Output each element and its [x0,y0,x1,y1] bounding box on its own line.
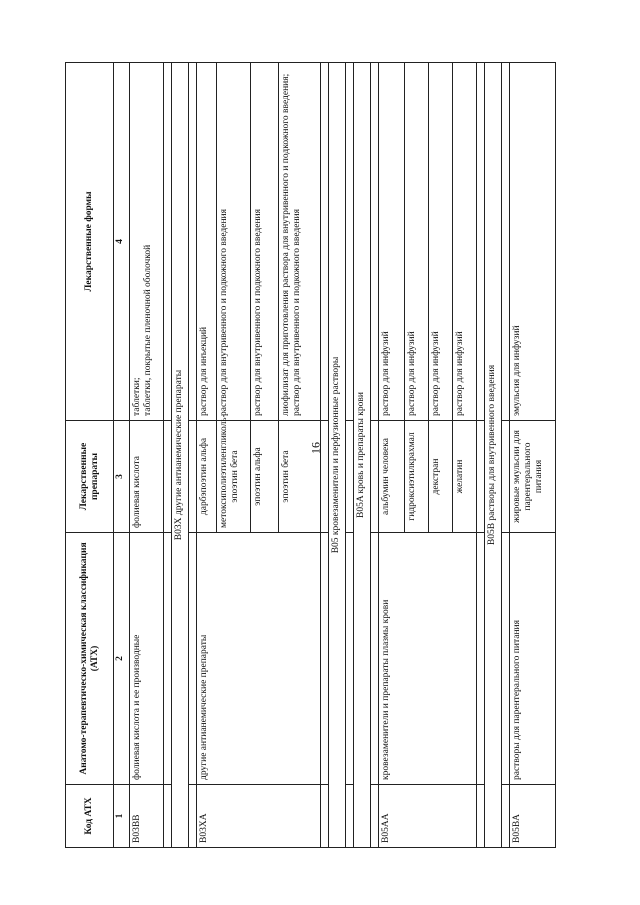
dosage-forms: лиофилизат для приготовления раствора для внутривенного и подкожного введения; раствор для внутривенного и подкожного введения [279,63,321,421]
column-number-row [114,63,130,848]
header-forms: Лекарственные формы [66,63,114,421]
table-row [379,63,405,848]
header-row [66,63,114,848]
spacer-row [189,63,197,848]
drug-name: дарбэпоэтин альфа [197,421,217,533]
spacer-row [164,63,172,848]
drug-name: фолиевая кислота [130,421,164,533]
drug-name: метоксиполиэтиленгликоль-эпоэтин бета [217,421,251,533]
column-number: 1 [114,785,130,848]
dosage-forms: раствор для внутривенного и подкожного введения [251,63,279,421]
atc-code: B03BB [130,785,164,848]
dosage-forms: раствор для инфузий [405,63,429,421]
dosage-forms: раствор для инфузий [453,63,477,421]
spacer-row [502,63,510,848]
column-number: 3 [114,421,130,533]
dosage-forms: таблетки; таблетки, покрытые пленочной оболочкой [130,63,164,421]
classification-text: растворы для парентерального питания [510,533,556,785]
section-heading-row [485,63,502,848]
table-row [510,63,556,848]
header-drugs: Лекарственные препараты [66,421,114,533]
spacer-row [321,63,329,848]
page-number: 16 [308,442,323,454]
dosage-forms: раствор для инфузий [429,63,453,421]
section-heading-row [354,63,371,848]
spacer-row [346,63,354,848]
section-heading-row [172,63,189,848]
spacer-row [371,63,379,848]
classification-text: кровезаменители и препараты плазмы крови [379,533,477,785]
drug-name: эпоэтин альфа [251,421,279,533]
section-heading: B03X другие антианемические препараты [172,63,189,848]
section-heading: B05A кровь и препараты крови [354,63,371,848]
drug-name: гидроксиэтилкрахмал [405,421,429,533]
classification-text: другие антианемические препараты [197,533,321,785]
column-number: 2 [114,533,130,785]
atc-code: B05BA [510,785,556,848]
dosage-forms: раствор для инъекций [197,63,217,421]
drug-name: желатин [453,421,477,533]
drug-name: декстран [429,421,453,533]
column-number: 4 [114,63,130,421]
table-row [197,63,217,848]
table-row [130,63,164,848]
drug-name: альбумин человека [379,421,405,533]
dosage-forms: раствор для внутривенного и подкожного введения [217,63,251,421]
rotated-page [65,63,563,848]
header-classification: Анатомо-терапевтическо-химическая классификация (АТХ) [66,533,114,785]
dosage-forms: эмульсия для инфузий [510,63,556,421]
classification-text: фолиевая кислота и ее производные [130,533,164,785]
drug-name: жировые эмульсии для парентерального питания [510,421,556,533]
dosage-forms: раствор для инфузий [379,63,405,421]
section-heading: B05 кровезаменители и перфузионные растворы [329,63,346,848]
section-heading-row [329,63,346,848]
header-code: Код АТХ [66,785,114,848]
atc-code: B05AA [379,785,477,848]
drug-name: эпоэтин бета [279,421,321,533]
atc-table [65,62,556,848]
spacer-row [477,63,485,848]
atc-code: B03XA [197,785,321,848]
section-heading: B05B растворы для внутривенного введения [485,63,502,848]
